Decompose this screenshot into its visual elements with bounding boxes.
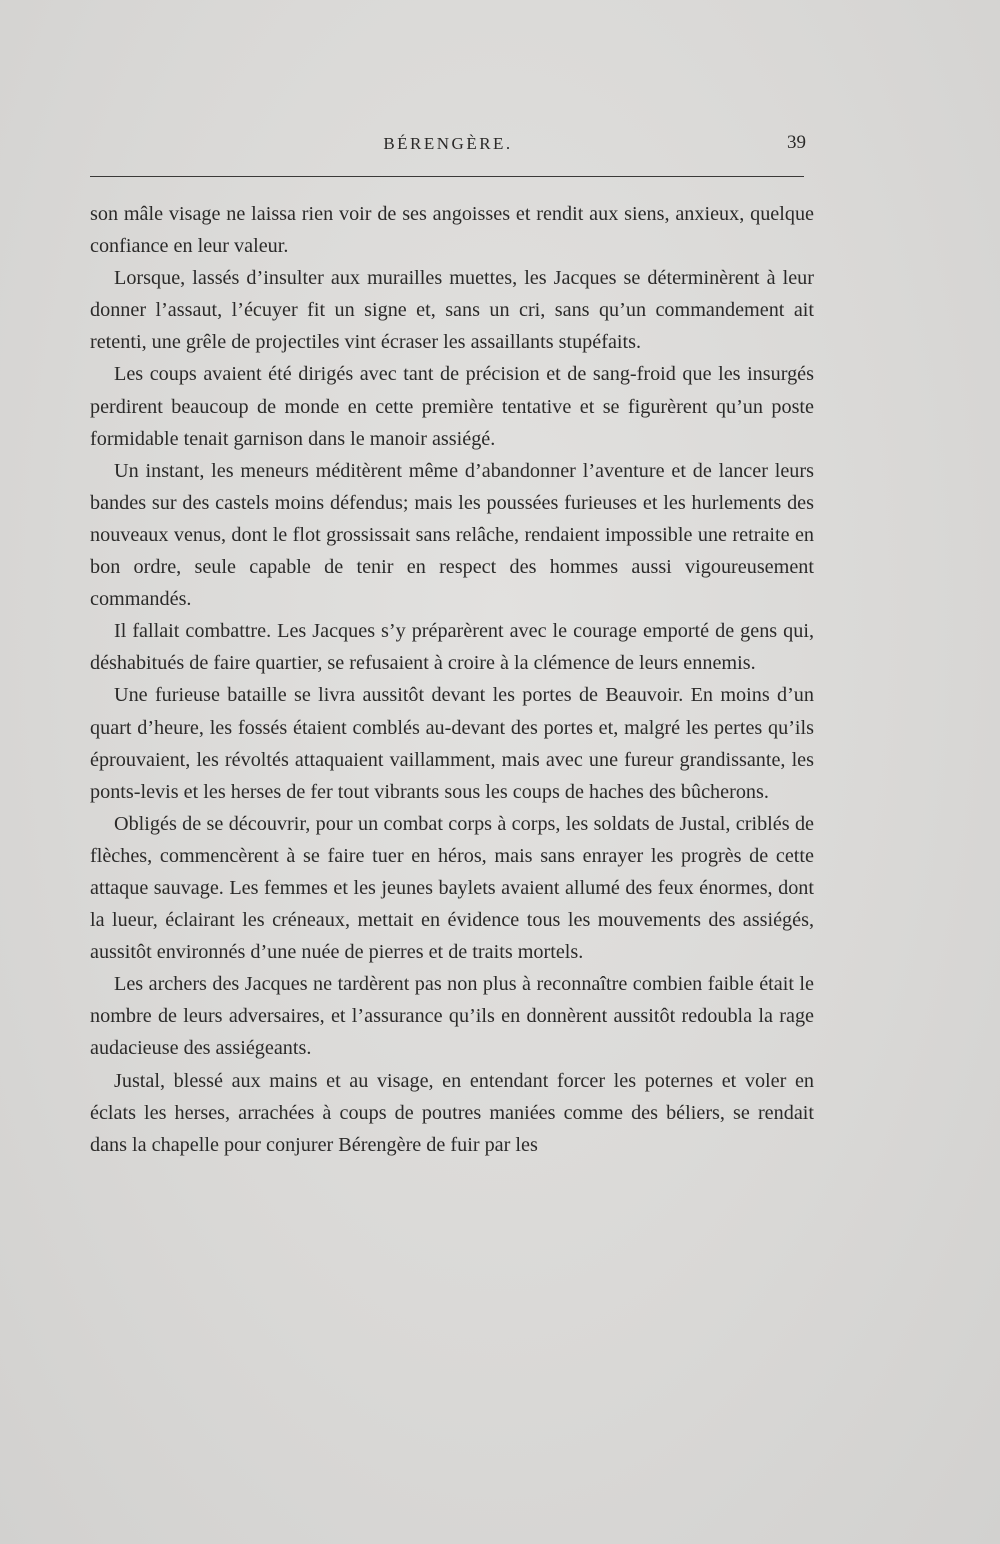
page-number: 39 — [787, 132, 806, 153]
paragraph: Un instant, les meneurs méditèrent même d’abandonner l’aventure et de lancer leurs bandes sur des castels moins défendus; mais les poussées furieuses et les hurlements des nouveaux venus, dont le flot grossissait sans relâche, rendaient impossible une retraite en bon ordre, seule capable de tenir en respect des hommes aussi vigoureusement commandés. — [90, 459, 814, 611]
paragraph: son mâle visage ne laissa rien voir de ses angoisses et rendit aux siens, anxieux, quelque confiance en leur valeur. — [90, 203, 814, 258]
body-text — [90, 198, 814, 1161]
header-rule — [90, 176, 804, 177]
running-title: BÉRENGÈRE. — [383, 134, 513, 153]
paragraph: Une furieuse bataille se livra aussitôt devant les portes de Beauvoir. En moins d’un quart d’heure, les fossés étaient comblés au-devant des portes et, malgré les pertes qu’ils éprouvaient, les révoltés attaquaient vaillamment, mais avec une fureur grandissante, les ponts-levis et les herses de fer tout vibrants sous les coups de haches des bûcherons. — [90, 684, 814, 803]
paragraph: Les archers des Jacques ne tardèrent pas non plus à reconnaître combien faible était le nombre de leurs adversaires, et l’assurance qu’ils en donnèrent aussitôt redoubla la rage audacieuse des assiégeants. — [90, 973, 814, 1060]
paragraph: Il fallait combattre. Les Jacques s’y préparèrent avec le courage emporté de gens qui, déshabitués de faire quartier, se refusaient à croire à la clémence de leurs ennemis. — [90, 620, 814, 675]
running-head — [90, 132, 806, 162]
paragraph: Justal, blessé aux mains et au visage, en entendant forcer les poternes et voler en éclats les herses, arrachées à coups de poutres maniées comme des béliers, se rendait dans la chapelle pour conjurer Bérengère de fuir par les — [90, 1069, 814, 1156]
paragraph: Obligés de se découvrir, pour un combat corps à corps, les soldats de Justal, criblés de flèches, commencèrent à se faire tuer en héros, mais sans enrayer les progrès de cette attaque sauvage. Les femmes et les jeunes baylets avaient allumé des feux énormes, dont la lueur, éclairant les créneaux, mettait en évidence tous les mouvements des assiégés, aussitôt environnés d’une nuée de pierres et de traits mortels. — [90, 812, 814, 964]
paragraph: Lorsque, lassés d’insulter aux murailles muettes, les Jacques se déterminèrent à leur donner l’assaut, l’écuyer fit un signe et, sans un cri, sans qu’un commandement ait retenti, une grêle de projectiles vint écraser les assaillants stupéfaits. — [90, 267, 814, 354]
paragraph: Les coups avaient été dirigés avec tant de précision et de sang-froid que les insurgés perdirent beaucoup de monde en cette première tentative et se figurèrent qu’un poste formidable tenait garnison dans le manoir assiégé. — [90, 363, 814, 450]
